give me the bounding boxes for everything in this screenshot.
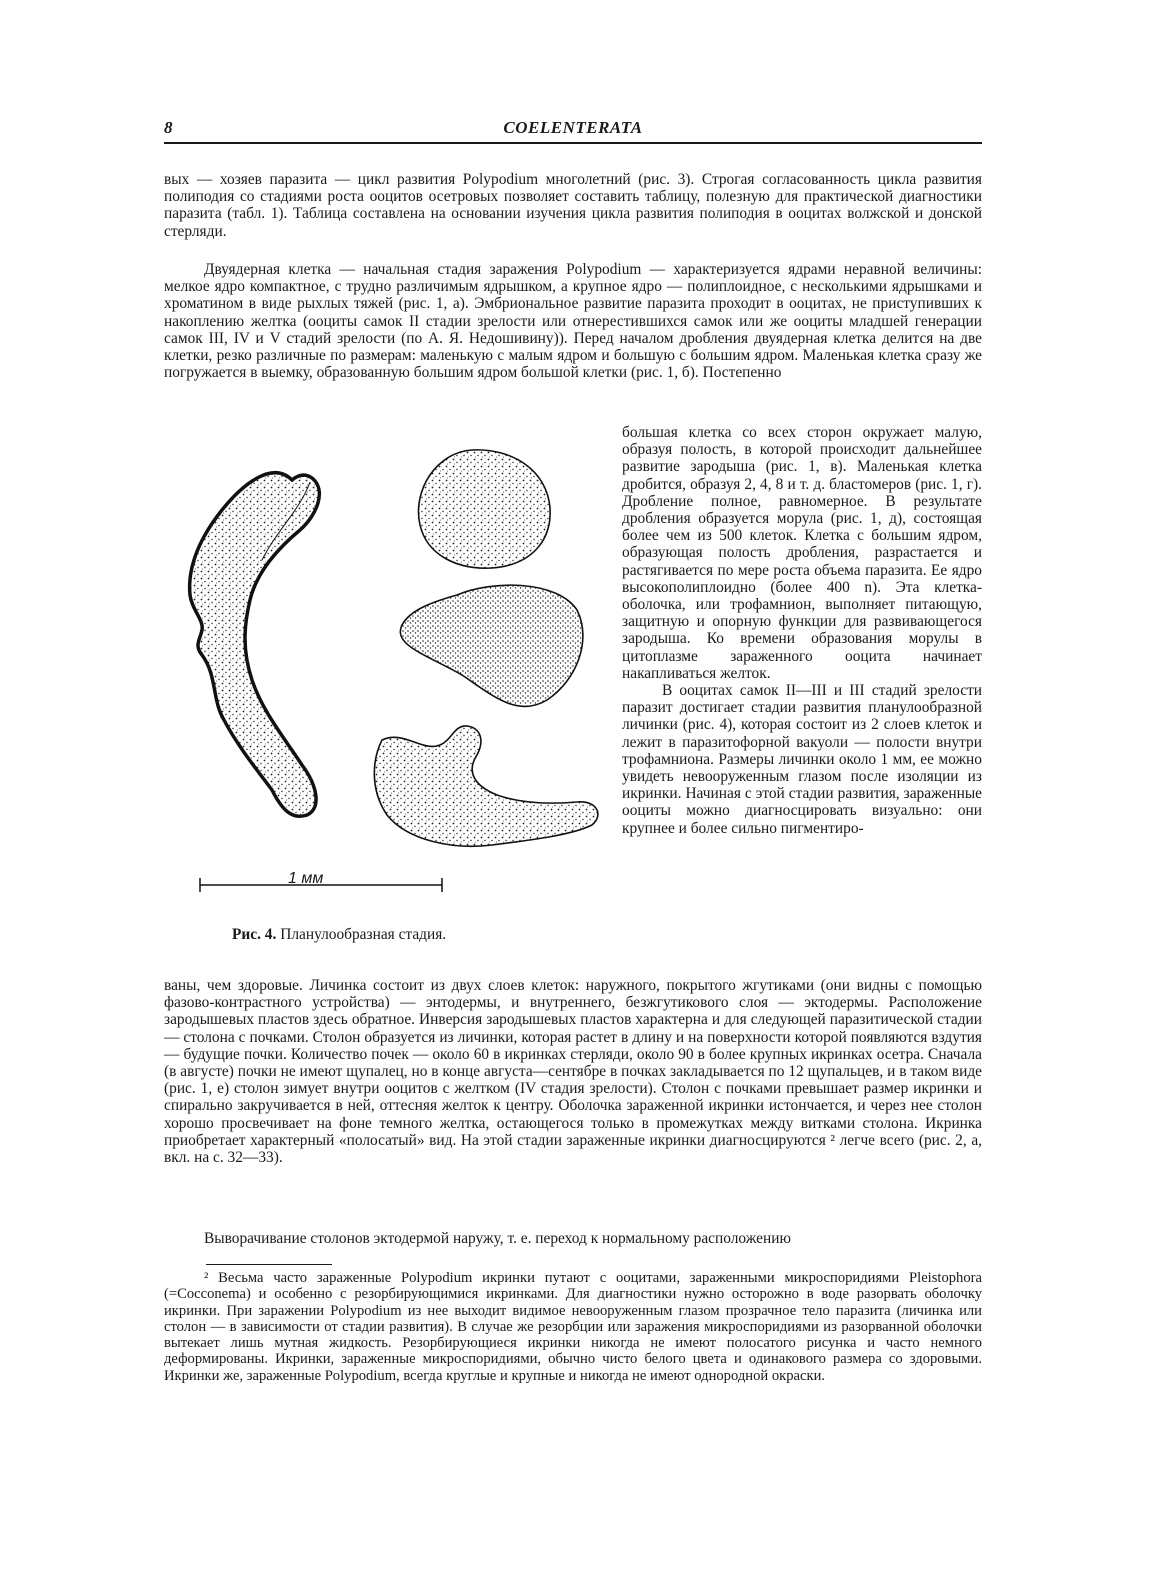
elongated-larva-shape: [374, 726, 598, 846]
paragraph-2: Двуядерная клетка — начальная стадия заражения Polypodium — характеризуется ядрами неравной величины: мелкое ядро компактное, с трудно различимым ядрышком, а крупное ядро — полиплоидное, с несколькими ядрышками и хроматином в виде рыхлых тяжей (рис. 1, а). Эмбриональное развитие паразита проходит в ооцитах, не приступивших к накоплению желтка (ооциты самок II стадии зрелости или отнерестившихся самок или же ооциты младшей генерации самок III, IV и V стадий зрелости (по А. Я. Недошивину)). Перед началом дробления двуядерная клетка делится на две клетки, резко различные по размерам: маленькую с малым ядром и большую с большим ядром. Маленькая клетка сразу же погружается в выемку, образованную большим ядром большой клетки (рис. 1, б). Постепенно: [164, 261, 982, 382]
paragraph-3: большая клетка со всех сторон окружает малую, образуя полость, в которой происходит дальнейшее развитие зародыша (рис. 1, в). Маленькая клетка дробится, образуя 2, 4, 8 и т. д. бластомеров (рис. 1, г). Дробление полное, равномерное. В результате дробления образуется морула (рис. 1, д), состоящая более чем из 500 клеток. Клетка с большим ядром, образующая полость дробления, разрастается и растягивается по мере роста объема паразита. Ее ядро высокополиплоидно (более 400 n). Эта клетка-оболочка, или трофамнион, выполняет питающую, защитную и опорную функции для развивающегося зародыша. Ко времени образования морулы в цитоплазме зараженного ооцита начинает накапливаться желток.: [622, 424, 982, 682]
figure-planula-stage: [172, 430, 602, 895]
paragraph-1: вых — хозяев паразита — цикл развития Polypodium многолетний (рис. 3). Строгая согласованность цикла развития полиподия со стадиями роста ооцитов осетровых позволяет составить таблицу, полезную для практической диагностики паразита (табл. 1). Таблица составлена на основании изучения цикла развития полиподия в ооцитах волжской и донской стерляди.: [164, 171, 982, 240]
paragraph-5: Выворачивание столонов эктодермой наружу, т. е. переход к нормальному расположению: [204, 1230, 791, 1247]
right-column-text: [622, 424, 982, 837]
figure-caption-label: Рис. 4.: [232, 926, 277, 943]
page-number: 8: [164, 118, 173, 137]
page-header: [164, 116, 982, 144]
running-title: COELENTERATA: [503, 118, 643, 137]
round-larva-shape: [419, 450, 551, 568]
footnote-rule: [206, 1264, 332, 1265]
figure-caption: [232, 926, 446, 944]
header-rule: [164, 142, 982, 144]
scale-bar-label: 1 мм: [288, 870, 324, 887]
figure-caption-text: Планулообразная стадия.: [280, 926, 447, 943]
curved-larva-shape: [190, 473, 320, 817]
paragraph-4: В ооцитах самок II—III и III стадий зрелости паразит достигает стадии развития планулообразной личинки (рис. 4), которая состоит из 2 слоев клеток и лежит в паразитофорной вакуоли — полости внутри трофамниона. Размеры личинки около 1 мм, ее можно увидеть невооруженным глазом после изоляции из икринки. Начиная с этой стадии развития, зараженные ооциты можно диагносцировать визуально: они крупнее и более сильно пигментиро-: [622, 682, 982, 837]
oval-larva-shape: [400, 585, 583, 706]
footnote: ² Весьма часто зараженные Polypodium икринки путают с ооцитами, зараженными микроспоридиями Pleistophora (=Cocconema) и особенно с резорбирующимися икринками. Для диагностики нужно осторожно в воде разорвать оболочку икринки. При заражении Polypodium из нее выходит видимое невооруженным глазом прозрачное тело паразита (личинка или столон — в зависимости от стадии развития). В случае же резорбции или заражения микроспоридиями из разорванной оболочки вытекает лишь мутная жидкость. Резорбирующиеся икринки никогда не имеют полосатого рисунка и часто немного деформированы. Икринки, зараженные микроспоридиями, обычно чисто белого цвета и одинакового размера со здоровыми. Икринки же, зараженные Polypodium, всегда круглые и крупные и никогда не имеют однородной окраски.: [164, 1270, 982, 1384]
paragraph-4-continuation: ваны, чем здоровые. Личинка состоит из двух слоев клеток: наружного, покрытого жгутиками (они видны с помощью фазово-контрастного устройства) — энтодермы, и внутреннего, безжгутикового слоя — эктодермы. Расположение зародышевых пластов здесь обратное. Инверсия зародышевых пластов характерна и для следующей паразитической стадии — столона с почками. Столон образуется из личинки, которая растет в длину и на поверхности которой появляются вздутия — будущие почки. Количество почек — около 60 в икринках стерляди, около 90 в более крупных икринках осетра. Сначала (в августе) почки не имеют щупалец, но в конце августа—сентябре в почках закладывается по 12 щупальцев, и в таком виде (рис. 1, е) столон зимует внутри ооцитов с желтком (IV стадия зрелости). Столон с почками превышает размер икринки и спирально закручивается в ней, оттесняя желток к центру. Оболочка зараженной икринки истончается, и через нее столон хорошо просвечивает на фоне темного желтка, остающегося только в промежутках между витками столона. Икринка приобретает характерный «полосатый» вид. На этой стадии зараженные икринки диагносцируются ² легче всего (рис. 2, а, вкл. на с. 32—33).: [164, 977, 982, 1167]
